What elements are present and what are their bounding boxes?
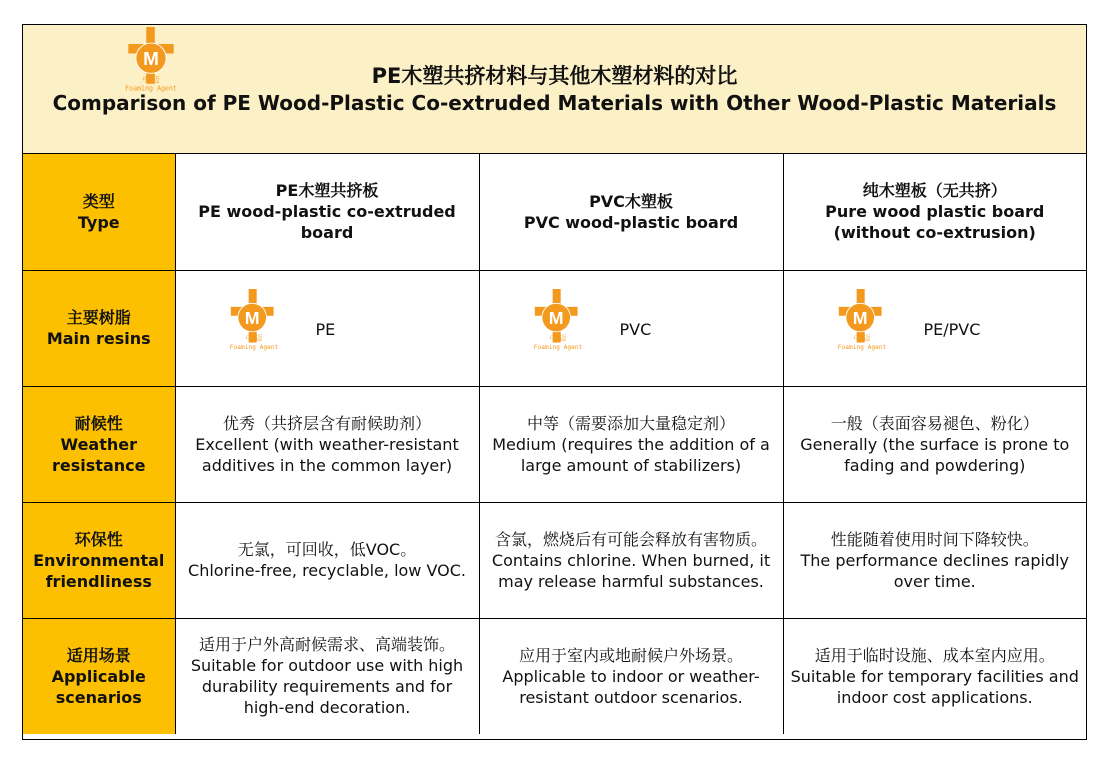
weather-cell-pure: 一般（表面容易褪色、粉化） Generally (the surface is prone to fading and powdering) — [783, 386, 1086, 502]
type-cell-pvc: PVC木塑板 PVC wood-plastic board — [479, 154, 783, 270]
resin-label: PVC — [619, 319, 652, 339]
svg-text:中 迈: 中 迈 — [853, 333, 870, 343]
svg-text:Foaming Agent: Foaming Agent — [837, 343, 886, 351]
svg-text:Foaming Agent: Foaming Agent — [229, 343, 278, 351]
table-row-resins — [23, 270, 1086, 386]
svg-text:Foaming Agent: Foaming Agent — [125, 84, 177, 93]
row-header-resins: 主要树脂 Main resins — [23, 270, 175, 386]
resin-label: PE — [315, 319, 336, 339]
resin-cell-pe — [175, 270, 479, 386]
row-header-environment: 环保性 Environmental friendliness — [23, 502, 175, 618]
svg-text:M: M — [143, 48, 159, 70]
scenarios-cell-pure: 适用于临时设施、成本室内应用。 Suitable for temporary facilities and indoor cost applications. — [783, 618, 1086, 734]
row-header-weather: 耐候性 Weather resistance — [23, 386, 175, 502]
row-header-scenarios: 适用场景 Applicable scenarios — [23, 618, 175, 734]
table-row-weather — [23, 386, 1086, 502]
scenarios-cell-pe: 适用于户外高耐候需求、高端装饰。 Suitable for outdoor use with high durability requirements and for high-end decoration. — [175, 618, 479, 734]
resin-cell-pvc — [479, 270, 783, 386]
resin-cell-pe-pvc — [783, 270, 1086, 386]
header-banner — [23, 25, 1086, 154]
weather-cell-pe: 优秀（共挤层含有耐候助剂） Excellent (with weather-resistant additives in the common layer) — [175, 386, 479, 502]
title-chinese: PE木塑共挤材料与其他木塑材料的对比 — [371, 64, 738, 88]
title-block — [23, 63, 1086, 117]
type-cell-pure: 纯木塑板（无共挤） Pure wood plastic board (without co-extrusion) — [783, 154, 1086, 270]
svg-text:中 迈: 中 迈 — [549, 333, 566, 343]
svg-text:Foaming Agent: Foaming Agent — [533, 343, 582, 351]
title-english: Comparison of PE Wood-Plastic Co-extruded Materials with Other Wood-Plastic Materials — [52, 91, 1057, 115]
type-cell-pe: PE木塑共挤板 PE wood-plastic co-extruded board — [175, 154, 479, 270]
environment-cell-pure: 性能随着使用时间下降较快。 The performance declines rapidly over time. — [783, 502, 1086, 618]
svg-text:中 迈: 中 迈 — [142, 74, 160, 84]
environment-cell-pe: 无氯，可回收，低VOC。 Chlorine-free, recyclable, low VOC. — [175, 502, 479, 618]
table-row-scenarios — [23, 618, 1086, 734]
table-row-environment — [23, 502, 1086, 618]
scenarios-cell-pvc: 应用于室内或地耐候户外场景。 Applicable to indoor or weather-resistant outdoor scenarios. — [479, 618, 783, 734]
environment-cell-pvc: 含氯，燃烧后有可能会释放有害物质。 Contains chlorine. When burned, it may release harmful substances. — [479, 502, 783, 618]
logo-icon — [824, 289, 900, 355]
logo-icon — [520, 289, 596, 355]
resin-label: PE/PVC — [923, 319, 981, 339]
comparison-sheet — [22, 24, 1087, 740]
row-header-type: 类型 Type — [23, 154, 175, 270]
table-row-type — [23, 154, 1086, 270]
comparison-table — [23, 154, 1086, 734]
svg-text:中 迈: 中 迈 — [245, 333, 262, 343]
weather-cell-pvc: 中等（需要添加大量稳定剂） Medium (requires the addition of a large amount of stabilizers) — [479, 386, 783, 502]
logo-icon — [216, 289, 292, 355]
